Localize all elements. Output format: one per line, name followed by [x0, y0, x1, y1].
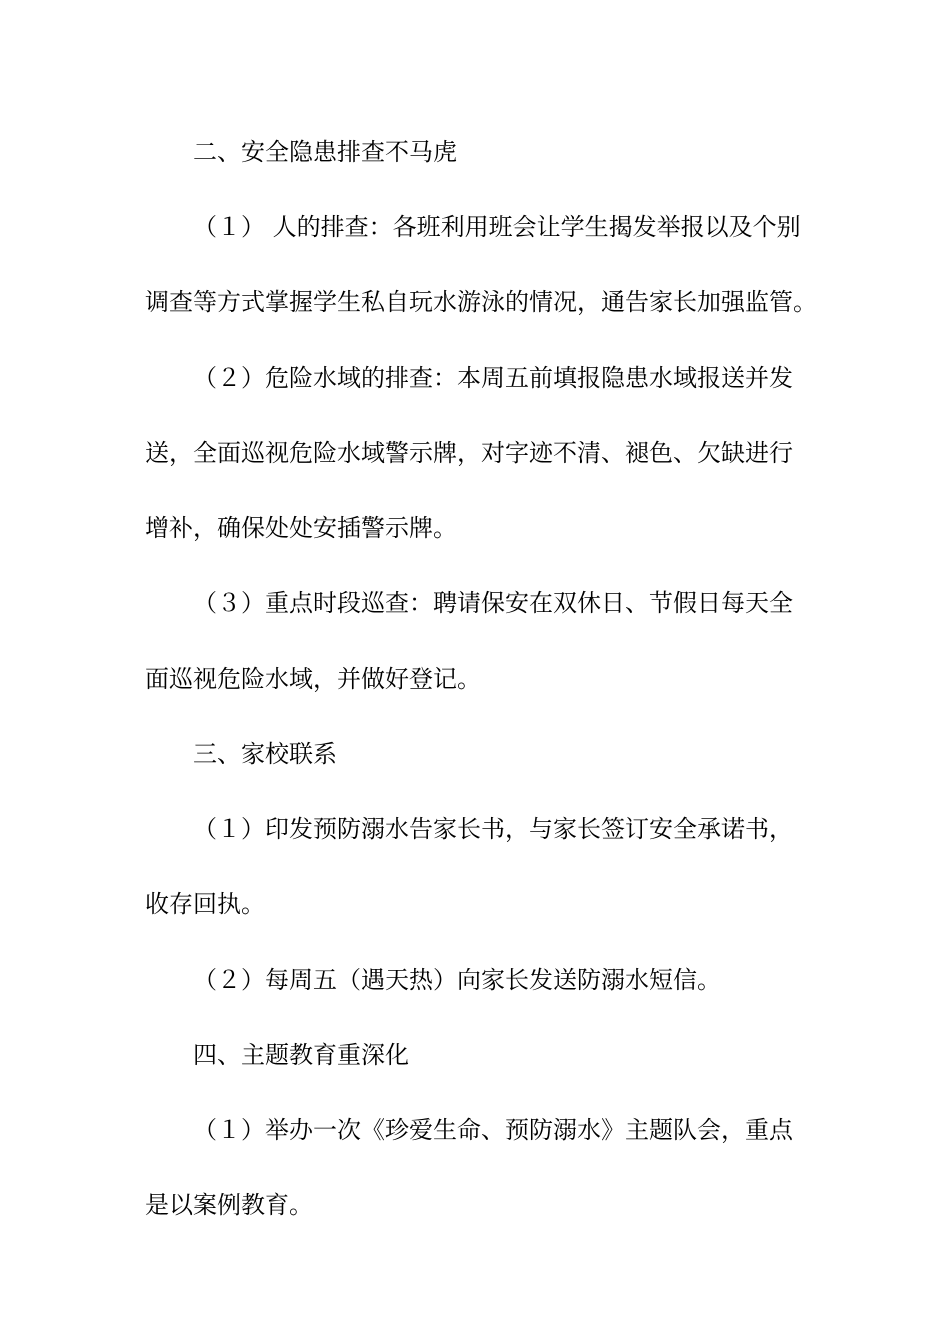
paragraph-line: （３）重点时段巡查：聘请保安在双休日、节假日每天全: [193, 589, 793, 617]
paragraph-line: 送，全面巡视危险水域警示牌，对字迹不清、褪色、欠缺进行: [145, 439, 793, 467]
paragraph-line: 是以案例教育。: [145, 1191, 313, 1219]
section-heading: 四、主题教育重深化: [193, 1041, 409, 1069]
paragraph-line: 调查等方式掌握学生私自玩水游泳的情况，通告家长加强监管。: [145, 288, 817, 316]
section-heading: 二、安全隐患排查不马虎: [193, 138, 457, 166]
paragraph-line: 面巡视危险水域，并做好登记。: [145, 665, 481, 693]
paragraph-line: （２）危险水域的排查：本周五前填报隐患水域报送并发: [193, 364, 793, 392]
paragraph-line: （１） 人的排查：各班利用班会让学生揭发举报以及个别: [193, 213, 801, 241]
paragraph-line: 收存回执。: [145, 890, 265, 918]
paragraph-line: （２）每周五（遇天热）向家长发送防溺水短信。: [193, 966, 721, 994]
section-heading: 三、家校联系: [193, 740, 337, 768]
paragraph-line: （１）印发预防溺水告家长书，与家长签订安全承诺书，: [193, 815, 793, 843]
paragraph-line: （１）举办一次《珍爱生命、预防溺水》主题队会，重点: [193, 1116, 793, 1144]
paragraph-line: 增补，确保处处安插警示牌。: [145, 514, 457, 542]
